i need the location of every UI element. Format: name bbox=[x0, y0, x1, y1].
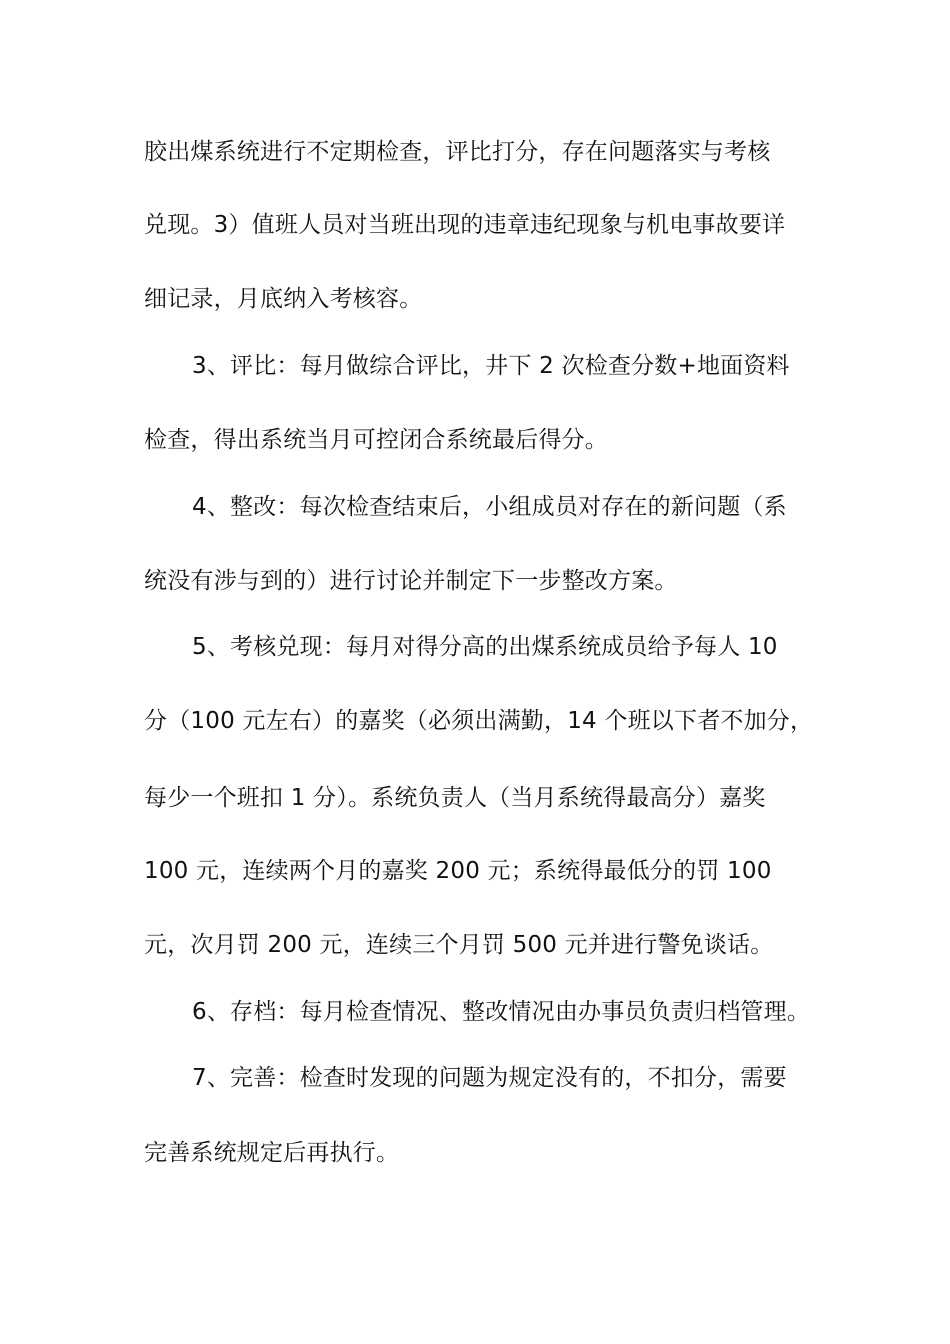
text-line: 元，次月罚 200 元，连续三个月罚 500 元并进行警免谈话。 bbox=[144, 932, 774, 958]
text-line: 完善系统规定后再执行。 bbox=[144, 1140, 400, 1166]
text-line: 胶出煤系统进行不定期检查，评比打分，存在问题落实与考核 bbox=[144, 139, 771, 165]
text-line: 兑现。3）值班人员对当班出现的违章违纪现象与机电事故要详 bbox=[144, 212, 786, 238]
text-line: 统没有涉与到的）进行讨论并制定下一步整改方案。 bbox=[144, 568, 678, 594]
text-line: 检查，得出系统当月可控闭合系统最后得分。 bbox=[144, 427, 608, 453]
text-line: 分（100 元左右）的嘉奖（必须出满勤，14 个班以下者不加分， bbox=[144, 708, 814, 734]
text-line: 每少一个班扣 1 分）。系统负责人（当月系统得最高分）嘉奖 bbox=[144, 785, 766, 811]
section-3-line: 3、评比：每月做综合评比，井下 2 次检查分数+地面资料 bbox=[192, 353, 790, 379]
section-4-line: 4、整改：每次检查结束后，小组成员对存在的新问题（系 bbox=[192, 494, 787, 520]
section-7-line: 7、完善：检查时发现的问题为规定没有的，不扣分，需要 bbox=[192, 1065, 787, 1091]
section-5-line: 5、考核兑现：每月对得分高的出煤系统成员给予每人 10 bbox=[192, 634, 778, 660]
text-line: 细记录，月底纳入考核容。 bbox=[144, 286, 423, 312]
section-6-line: 6、存档：每月检查情况、整改情况由办事员负责归档管理。 bbox=[192, 999, 811, 1025]
text-line: 100 元，连续两个月的嘉奖 200 元；系统得最低分的罚 100 bbox=[144, 858, 772, 884]
